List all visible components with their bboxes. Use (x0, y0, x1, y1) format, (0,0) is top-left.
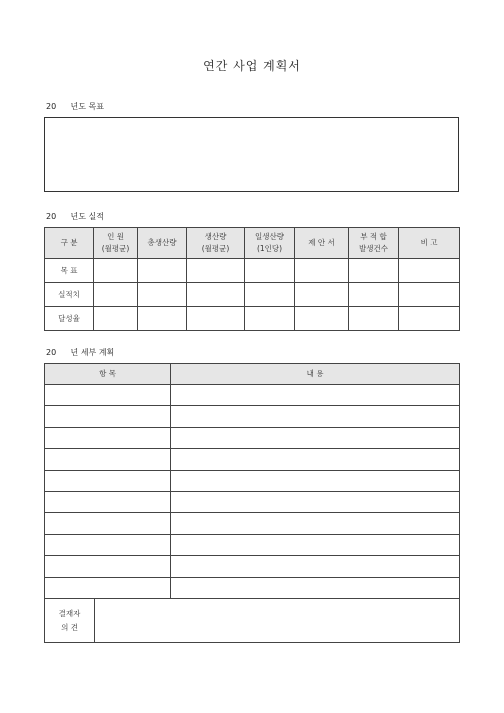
results-header-cell: 제 안 서 (295, 228, 349, 259)
row-label-actual: 실적치 (45, 283, 94, 307)
plan-item-cell[interactable] (45, 427, 171, 448)
plan-item-cell[interactable] (45, 534, 171, 555)
table-cell[interactable] (399, 307, 460, 331)
table-cell[interactable] (94, 259, 138, 283)
section-results-heading (46, 211, 104, 222)
plan-content-cell[interactable] (171, 556, 460, 577)
results-table (44, 227, 460, 331)
plan-item-cell[interactable] (45, 470, 171, 491)
section-plan-year-prefix: 20 (46, 348, 57, 357)
table-row (45, 513, 460, 534)
plan-header-row (45, 364, 460, 385)
table-cell[interactable] (94, 307, 138, 331)
table-cell[interactable] (399, 259, 460, 283)
table-row (45, 491, 460, 512)
plan-content-cell[interactable] (171, 513, 460, 534)
section-goal-year-prefix: 20 (46, 102, 57, 111)
table-row (45, 470, 460, 491)
results-header-cell: 부 적 합 발생건수 (349, 228, 399, 259)
table-cell[interactable] (349, 307, 399, 331)
plan-item-cell[interactable] (45, 406, 171, 427)
results-header-row (45, 228, 460, 259)
plan-content-cell[interactable] (171, 427, 460, 448)
table-cell[interactable] (245, 283, 295, 307)
table-cell[interactable] (138, 283, 187, 307)
table-row (45, 427, 460, 448)
table-cell[interactable] (349, 283, 399, 307)
table-cell[interactable] (94, 283, 138, 307)
table-cell[interactable] (399, 283, 460, 307)
table-row (45, 556, 460, 577)
table-cell[interactable] (349, 259, 399, 283)
row-label-goal: 목 표 (45, 259, 94, 283)
table-row (45, 385, 460, 406)
table-cell[interactable] (295, 259, 349, 283)
section-goal-heading (46, 101, 104, 112)
table-cell[interactable] (187, 283, 245, 307)
plan-item-cell[interactable] (45, 385, 171, 406)
plan-content-cell[interactable] (171, 406, 460, 427)
plan-item-cell[interactable] (45, 491, 171, 512)
table-row (45, 577, 460, 598)
approver-opinion-field[interactable] (95, 599, 460, 643)
results-header-cell: 일생산량 (1인당) (245, 228, 295, 259)
plan-content-cell[interactable] (171, 577, 460, 598)
plan-content-cell[interactable] (171, 449, 460, 470)
section-goal-label: 년도 목표 (70, 102, 105, 111)
table-cell[interactable] (138, 259, 187, 283)
table-row (45, 307, 460, 331)
results-header-cell: 생산량 (월평균) (187, 228, 245, 259)
plan-item-cell[interactable] (45, 556, 171, 577)
table-row (45, 283, 460, 307)
table-cell[interactable] (245, 259, 295, 283)
page-title: 연간 사업 계획서 (203, 59, 301, 73)
table-cell[interactable] (295, 307, 349, 331)
approver-label: 결재자 의 견 (45, 599, 95, 643)
row-label-rate: 달성율 (45, 307, 94, 331)
table-cell[interactable] (187, 307, 245, 331)
plan-header-content: 내 용 (171, 364, 460, 385)
plan-content-cell[interactable] (171, 385, 460, 406)
results-header-cell: 총생산량 (138, 228, 187, 259)
table-cell[interactable] (245, 307, 295, 331)
results-header-cell: 구 분 (45, 228, 94, 259)
plan-table (44, 363, 460, 599)
section-plan-heading (46, 347, 114, 358)
goal-input-box[interactable] (44, 117, 459, 192)
table-cell[interactable] (187, 259, 245, 283)
table-row (45, 406, 460, 427)
table-row (45, 259, 460, 283)
table-row (45, 449, 460, 470)
plan-header-item: 항 목 (45, 364, 171, 385)
plan-content-cell[interactable] (171, 470, 460, 491)
results-header-cell: 인 원 (월평균) (94, 228, 138, 259)
plan-content-cell[interactable] (171, 534, 460, 555)
table-cell[interactable] (138, 307, 187, 331)
section-results-year-prefix: 20 (46, 212, 57, 221)
table-row (45, 534, 460, 555)
section-plan-label: 년 세부 계획 (70, 348, 115, 357)
plan-item-cell[interactable] (45, 513, 171, 534)
plan-item-cell[interactable] (45, 577, 171, 598)
plan-item-cell[interactable] (45, 449, 171, 470)
results-header-cell: 비 고 (399, 228, 460, 259)
approver-table (44, 598, 460, 643)
table-cell[interactable] (295, 283, 349, 307)
section-results-label: 년도 실적 (70, 212, 105, 221)
plan-content-cell[interactable] (171, 491, 460, 512)
